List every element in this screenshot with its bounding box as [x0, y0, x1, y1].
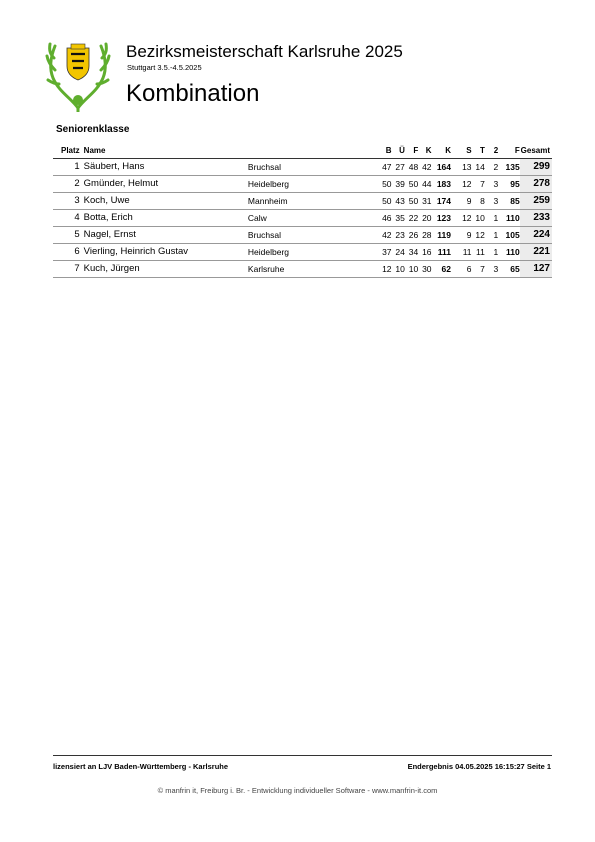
cell-k1: 16: [418, 243, 431, 260]
cell-k1: 30: [418, 260, 431, 277]
cell-gesamt: 221: [520, 243, 552, 260]
cell-b: 12: [371, 260, 392, 277]
cell-b: 47: [371, 158, 392, 175]
cell-ff: 95: [498, 175, 520, 192]
cell-u: 10: [392, 260, 405, 277]
section-title: Seniorenklasse: [56, 124, 130, 135]
table-row: [53, 226, 552, 243]
cell-gesamt: 127: [520, 260, 552, 277]
antler-crest-icon: [45, 40, 111, 112]
table-header-row: [53, 143, 552, 158]
cell-2: 3: [485, 192, 498, 209]
table-row: [53, 158, 552, 175]
cell-k2: 119: [432, 226, 451, 243]
results-table: [53, 143, 552, 278]
cell-u: 23: [392, 226, 405, 243]
table-row: [53, 192, 552, 209]
cell-k1: 42: [418, 158, 431, 175]
cell-u: 24: [392, 243, 405, 260]
cell-name: Botta, Erich: [80, 209, 248, 226]
cell-name: Gmünder, Helmut: [80, 175, 248, 192]
cell-gesamt: 224: [520, 226, 552, 243]
cell-b: 37: [371, 243, 392, 260]
cell-b: 42: [371, 226, 392, 243]
cell-ff: 110: [498, 243, 520, 260]
cell-club: Heidelberg: [248, 243, 371, 260]
cell-k1: 28: [418, 226, 431, 243]
cell-s: 9: [451, 192, 472, 209]
cell-club: Karlsruhe: [248, 260, 371, 277]
table-row: [53, 209, 552, 226]
col-ff: F: [498, 143, 520, 158]
col-k2: K: [432, 143, 451, 158]
cell-platz: 1: [53, 158, 80, 175]
col-platz: Platz: [53, 143, 80, 158]
cell-s: 9: [451, 226, 472, 243]
cell-club: Mannheim: [248, 192, 371, 209]
col-b: B: [371, 143, 392, 158]
footer-divider: [53, 755, 552, 756]
cell-club: Heidelberg: [248, 175, 371, 192]
event-subtitle: Stuttgart 3.5.-4.5.2025: [127, 63, 202, 72]
cell-ff: 65: [498, 260, 520, 277]
col-gesamt: Gesamt: [520, 143, 552, 158]
table-row: [53, 243, 552, 260]
col-s: S: [451, 143, 472, 158]
cell-t: 14: [472, 158, 485, 175]
cell-platz: 6: [53, 243, 80, 260]
cell-name: Koch, Uwe: [80, 192, 248, 209]
cell-k1: 31: [418, 192, 431, 209]
cell-k2: 164: [432, 158, 451, 175]
cell-2: 1: [485, 209, 498, 226]
cell-s: 12: [451, 209, 472, 226]
cell-u: 27: [392, 158, 405, 175]
cell-f: 50: [405, 175, 418, 192]
cell-s: 11: [451, 243, 472, 260]
table-row: [53, 260, 552, 277]
cell-f: 10: [405, 260, 418, 277]
cell-platz: 3: [53, 192, 80, 209]
license-text: lizensiert an LJV Baden-Württemberg - Karlsruhe: [53, 762, 229, 771]
cell-u: 43: [392, 192, 405, 209]
cell-gesamt: 259: [520, 192, 552, 209]
discipline-heading: Kombination: [126, 80, 260, 107]
cell-b: 50: [371, 192, 392, 209]
cell-k2: 174: [432, 192, 451, 209]
cell-b: 46: [371, 209, 392, 226]
col-f: F: [405, 143, 418, 158]
cell-s: 12: [451, 175, 472, 192]
col-name: Name: [80, 143, 248, 158]
col-k1: K: [418, 143, 431, 158]
cell-f: 48: [405, 158, 418, 175]
cell-t: 12: [472, 226, 485, 243]
cell-ff: 135: [498, 158, 520, 175]
cell-club: Bruchsal: [248, 158, 371, 175]
cell-f: 34: [405, 243, 418, 260]
cell-2: 1: [485, 243, 498, 260]
col-2: 2: [485, 143, 498, 158]
cell-k2: 123: [432, 209, 451, 226]
cell-gesamt: 278: [520, 175, 552, 192]
cell-k2: 111: [432, 243, 451, 260]
cell-ff: 85: [498, 192, 520, 209]
cell-u: 39: [392, 175, 405, 192]
col-u: Ü: [392, 143, 405, 158]
cell-ff: 105: [498, 226, 520, 243]
cell-b: 50: [371, 175, 392, 192]
col-t: T: [472, 143, 485, 158]
cell-k1: 20: [418, 209, 431, 226]
cell-gesamt: 299: [520, 158, 552, 175]
cell-platz: 4: [53, 209, 80, 226]
cell-f: 50: [405, 192, 418, 209]
cell-ff: 110: [498, 209, 520, 226]
cell-name: Nagel, Ernst: [80, 226, 248, 243]
cell-platz: 5: [53, 226, 80, 243]
table-row: [53, 175, 552, 192]
cell-t: 7: [472, 260, 485, 277]
cell-name: Säubert, Hans: [80, 158, 248, 175]
cell-name: Kuch, Jürgen: [80, 260, 248, 277]
cell-club: Calw: [248, 209, 371, 226]
cell-k2: 62: [432, 260, 451, 277]
cell-k2: 183: [432, 175, 451, 192]
cell-gesamt: 233: [520, 209, 552, 226]
cell-t: 8: [472, 192, 485, 209]
cell-platz: 2: [53, 175, 80, 192]
cell-club: Bruchsal: [248, 226, 371, 243]
cell-2: 3: [485, 175, 498, 192]
cell-platz: 7: [53, 260, 80, 277]
cell-2: 2: [485, 158, 498, 175]
cell-k1: 44: [418, 175, 431, 192]
cell-f: 22: [405, 209, 418, 226]
cell-s: 6: [451, 260, 472, 277]
cell-f: 26: [405, 226, 418, 243]
copyright-text: © manfrin it, Freiburg i. Br. - Entwicklung individueller Software - www.manfrin-it.com: [157, 786, 438, 795]
cell-t: 10: [472, 209, 485, 226]
col-club: [248, 143, 371, 158]
cell-t: 11: [472, 243, 485, 260]
page-title: Bezirksmeisterschaft Karlsruhe 2025: [126, 42, 403, 61]
result-status: Endergebnis 04.05.2025 16:15:27 Seite 1: [407, 762, 551, 771]
cell-s: 13: [451, 158, 472, 175]
cell-name: Vierling, Heinrich Gustav: [80, 243, 248, 260]
cell-2: 3: [485, 260, 498, 277]
cell-u: 35: [392, 209, 405, 226]
cell-2: 1: [485, 226, 498, 243]
cell-t: 7: [472, 175, 485, 192]
